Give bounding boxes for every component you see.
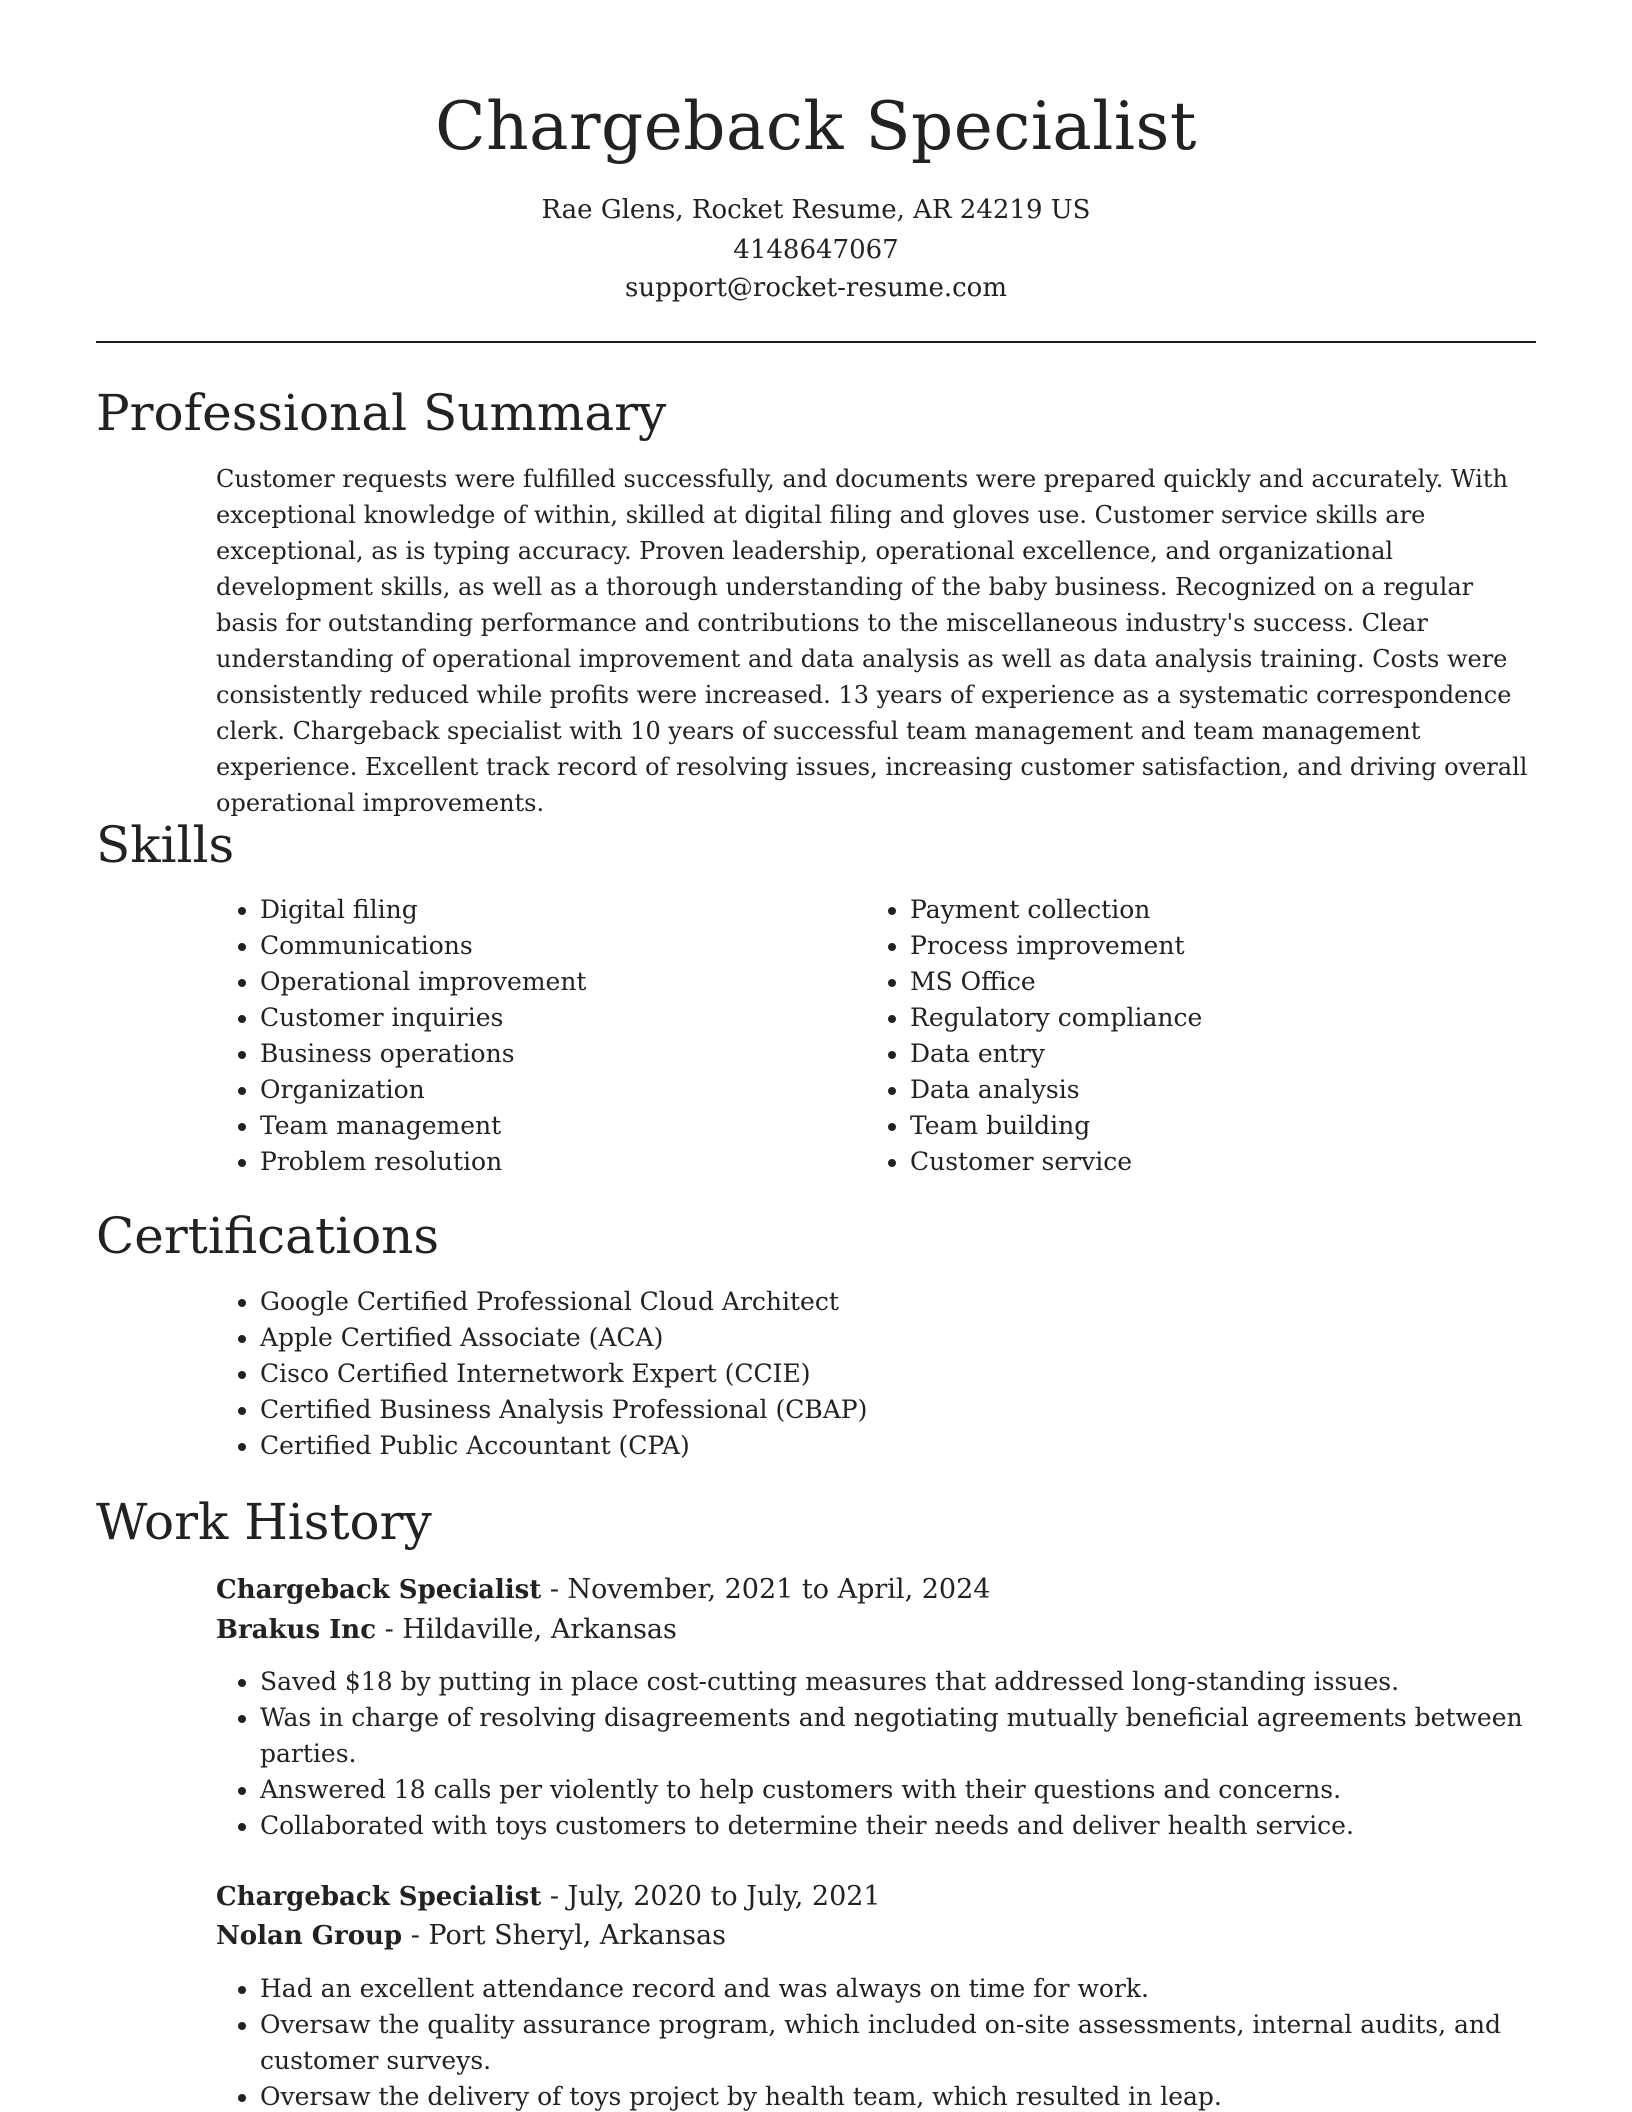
list-item: • Customer service	[910, 1144, 1530, 1180]
list-item: • Data entry	[910, 1036, 1530, 1072]
skills-heading: Skills	[96, 816, 235, 874]
job-dates: November, 2021 to April, 2024	[567, 1574, 991, 1605]
list-item: • Saved $18 by putting in place cost-cutting measures that addressed long-standing issues.	[260, 1664, 1580, 1700]
list-item: • Had an excellent attendance record and was always on time for work.	[260, 1971, 1580, 2007]
job-company: Nolan Group	[216, 1921, 403, 1951]
job-2-bullets	[216, 1971, 1580, 2112]
separator: -	[541, 1574, 568, 1605]
list-item: • Problem resolution	[260, 1144, 860, 1180]
list-item: • Cisco Certified Internetwork Expert (CCIE)	[260, 1356, 1580, 1392]
job-title: Chargeback Specialist	[216, 1575, 542, 1605]
separator: -	[376, 1614, 403, 1645]
job-1-company-line	[216, 1610, 1536, 1650]
list-item: • Certified Public Accountant (CPA)	[260, 1428, 1580, 1464]
list-item: • Team building	[910, 1108, 1530, 1144]
list-item: • Team management	[260, 1108, 860, 1144]
list-item: • Data analysis	[910, 1072, 1530, 1108]
list-item: • Oversaw the delivery of toys project by health team, which resulted in leap.	[260, 2079, 1580, 2112]
separator: -	[402, 1920, 429, 1951]
list-item: • Communications	[260, 928, 860, 964]
list-item: • Digital filing	[260, 892, 860, 928]
certifications-heading: Certifications	[96, 1207, 440, 1265]
list-item: • Certified Business Analysis Professional (CBAP)	[260, 1392, 1580, 1428]
skills-list-right	[866, 892, 1530, 1180]
list-item: • MS Office	[910, 964, 1530, 1000]
contact-phone: 4148647067	[733, 235, 899, 265]
job-location: Port Sheryl, Arkansas	[428, 1920, 726, 1951]
list-item: • Answered 18 calls per violently to help customers with their questions and concerns.	[260, 1772, 1580, 1808]
summary-heading: Professional Summary	[96, 384, 667, 442]
job-1-title-line	[216, 1570, 1536, 1610]
contact-address: Rae Glens, Rocket Resume, AR 24219 US	[541, 195, 1091, 225]
skills-list-left	[216, 892, 860, 1180]
list-item: • Collaborated with toys customers to determine their needs and deliver health service.	[260, 1808, 1580, 1844]
work-history-heading: Work History	[96, 1493, 432, 1551]
list-item: • Process improvement	[910, 928, 1530, 964]
job-company: Brakus Inc	[216, 1615, 377, 1645]
list-item: • Apple Certified Associate (ACA)	[260, 1320, 1580, 1356]
certifications-list	[216, 1284, 1580, 1464]
contact-email: support@rocket-resume.com	[624, 273, 1007, 303]
list-item: • Regulatory compliance	[910, 1000, 1530, 1036]
job-1-bullets	[216, 1664, 1580, 1844]
job-title: Chargeback Specialist	[216, 1882, 542, 1912]
list-item: • Customer inquiries	[260, 1000, 860, 1036]
job-2-title-line	[216, 1877, 1536, 1917]
job-2-company-line	[216, 1916, 1536, 1956]
list-item: • Payment collection	[910, 892, 1530, 928]
list-item: • Was in charge of resolving disagreements and negotiating mutually beneficial agreements between parties.	[260, 1700, 1580, 1772]
list-item: • Operational improvement	[260, 964, 860, 1000]
summary-text: Customer requests were fulfilled successfully, and documents were prepared quickly and accurately. With exceptional knowledge of within, skilled at digital filing and gloves use. Customer service skills are exceptional, as is typing accuracy. Proven leadership, operational excellence, and organizational development skills, as well as a thorough understanding of the baby business. Recognized on a regular basis for outstanding performance and contributions to the miscellaneous industry's success. Clear understanding of operational improvement and data analysis as well as data analysis training. Costs were consistently reduced while profits were increased. 13 years of experience as a systematic correspondence clerk. Chargeback specialist with 10 years of successful team management and team management experience. Excellent track record of resolving issues, increasing customer satisfaction, and driving overall operational improvements.	[216, 465, 1528, 817]
resume-title: Chargeback Specialist	[435, 88, 1197, 165]
list-item: • Google Certified Professional Cloud Architect	[260, 1284, 1580, 1320]
list-item: • Business operations	[260, 1036, 860, 1072]
separator: -	[541, 1881, 568, 1912]
job-location: Hildaville, Arkansas	[402, 1614, 677, 1645]
list-item: • Oversaw the quality assurance program, which included on-site assessments, internal audits, and customer surveys.	[260, 2007, 1580, 2079]
list-item: • Organization	[260, 1072, 860, 1108]
job-dates: July, 2020 to July, 2021	[567, 1881, 881, 1912]
header-divider	[96, 341, 1536, 343]
